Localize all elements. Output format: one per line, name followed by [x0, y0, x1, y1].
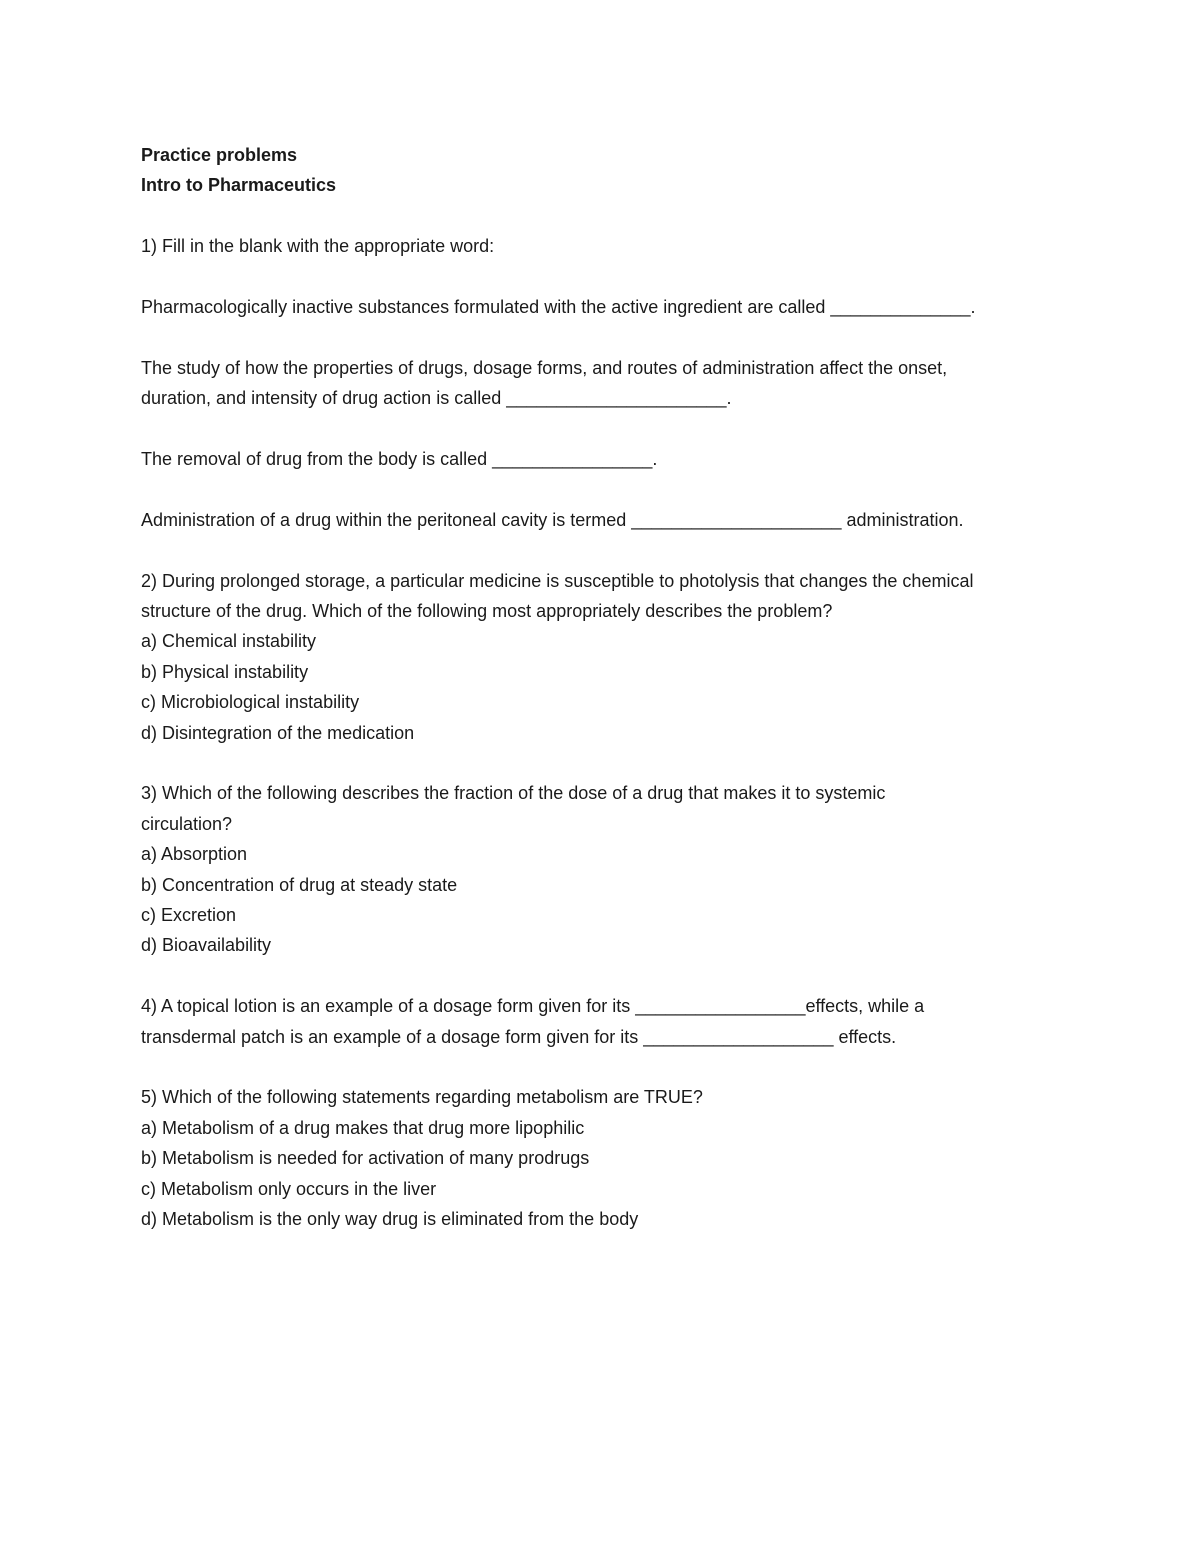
- document-title: Practice problems: [141, 145, 298, 165]
- question-5-option-c: c) Metabolism only occurs in the liver: [141, 1178, 437, 1199]
- question-3-option-a: a) Absorption: [141, 844, 248, 865]
- spacer: [141, 201, 1101, 231]
- question-3-option-c: c) Excretion: [141, 905, 237, 926]
- document-subtitle: Intro to Pharmaceutics: [141, 175, 337, 196]
- question-5-option-b: b) Metabolism is needed for activation of many prodrugs: [141, 1148, 590, 1169]
- question-4-line-2: transdermal patch is an example of a dosage form given for its ___________________ effects.: [141, 1026, 897, 1047]
- question-3-line-2: circulation?: [141, 813, 233, 834]
- spacer: [141, 535, 1101, 565]
- question-1-item-1: Pharmacologically inactive substances formulated with the active ingredient are called ______________.: [141, 297, 976, 317]
- question-2-line-2: structure of the drug. Which of the following most appropriately describes the problem?: [141, 601, 833, 621]
- question-2-option-c: c) Microbiological instability: [141, 692, 360, 713]
- question-3-line-1: 3) Which of the following describes the fraction of the dose of a drug that makes it to systemic: [141, 783, 886, 804]
- question-1-item-2-line-1: The study of how the properties of drugs, dosage forms, and routes of administration affect the onset,: [141, 357, 948, 378]
- spacer: [141, 748, 1101, 778]
- question-5-option-a: a) Metabolism of a drug makes that drug more lipophilic: [141, 1117, 585, 1138]
- question-2-line-1: 2) During prolonged storage, a particular medicine is susceptible to photolysis that changes the chemical: [141, 570, 974, 591]
- spacer: [141, 961, 1101, 991]
- question-4-line-1: 4) A topical lotion is an example of a dosage form given for its _________________effects, while a: [141, 996, 925, 1017]
- spacer: [141, 414, 1101, 444]
- spacer: [141, 474, 1101, 504]
- spacer: [141, 1052, 1101, 1082]
- question-2-option-d: d) Disintegration of the medication: [141, 722, 415, 743]
- question-1-prompt: 1) Fill in the blank with the appropriate word:: [141, 236, 495, 257]
- question-2-option-b: b) Physical instability: [141, 661, 309, 682]
- question-3-option-b: b) Concentration of drug at steady state: [141, 874, 458, 895]
- question-3-option-d: d) Bioavailability: [141, 935, 272, 956]
- question-1-item-3: The removal of drug from the body is called ________________.: [141, 449, 658, 469]
- document-page: [141, 140, 1101, 1234]
- spacer: [141, 262, 1101, 292]
- question-5-prompt: 5) Which of the following statements regarding metabolism are TRUE?: [141, 1087, 703, 1108]
- question-1-item-4: Administration of a drug within the peritoneal cavity is termed _____________________ administration.: [141, 509, 964, 530]
- question-5-option-d: d) Metabolism is the only way drug is eliminated from the body: [141, 1209, 639, 1230]
- spacer: [141, 322, 1101, 352]
- question-2-option-a: a) Chemical instability: [141, 631, 317, 652]
- question-1-item-2-line-2: duration, and intensity of drug action is called ______________________.: [141, 388, 732, 409]
